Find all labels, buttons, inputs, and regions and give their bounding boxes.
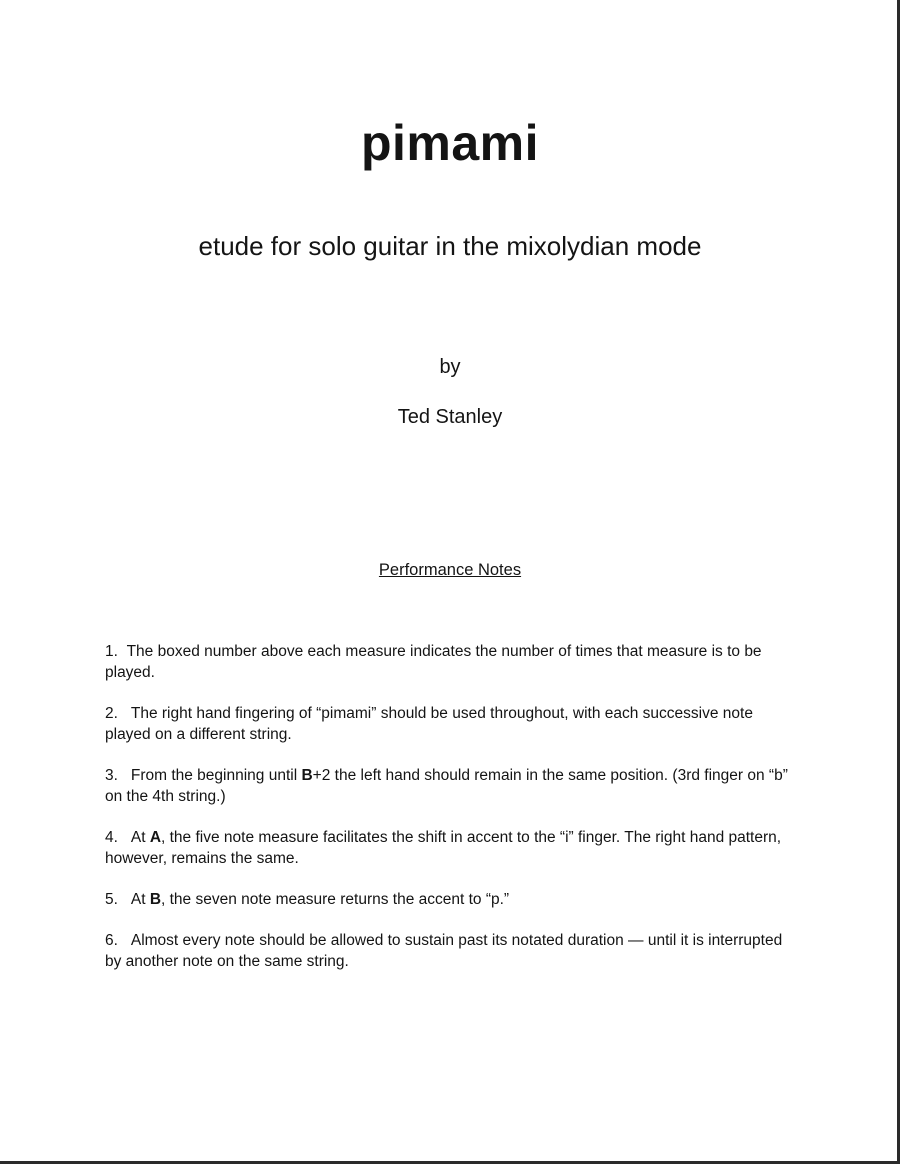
rehearsal-mark: B (301, 767, 313, 784)
composer-name: Ted Stanley (397, 406, 503, 428)
performance-note-5 (105, 889, 800, 910)
performance-note-6 (105, 930, 800, 972)
note-text: Almost every note should be allowed to sustain past its notated duration — until it is interrupted by another note on the same string. (105, 932, 783, 970)
note-text-post: , the seven note measure returns the accent to “p.” (161, 891, 510, 908)
performance-note-3 (105, 765, 800, 807)
performance-notes-heading: Performance Notes (378, 561, 522, 579)
note-text-pre: At (130, 829, 150, 846)
note-text: The right hand fingering of “pimami” should be used throughout, with each successive note played on a different string. (105, 705, 753, 743)
performance-note-4 (105, 827, 800, 869)
note-text-post: , the five note measure facilitates the shift in accent to the “i” finger. The right hand pattern, however, remains the same. (105, 829, 782, 867)
note-text-post: +2 the left hand should remain in the same position. (3rd finger on “b” on the 4th string.) (105, 767, 788, 805)
note-text-pre: From the beginning until (130, 767, 302, 784)
document-title: pimami (360, 115, 540, 171)
note-number: 3. (105, 767, 118, 784)
document-subtitle: etude for solo guitar in the mixolydian mode (198, 231, 702, 261)
note-number: 4. (105, 829, 118, 846)
note-number: 2. (105, 705, 118, 722)
note-number: 1. (105, 643, 118, 660)
note-text-pre: At (130, 891, 150, 908)
note-number: 6. (105, 932, 118, 949)
by-label: by (439, 356, 461, 378)
performance-notes-list (105, 641, 800, 972)
note-number: 5. (105, 891, 118, 908)
performance-note-2 (105, 703, 800, 745)
rehearsal-mark: B (149, 891, 162, 908)
performance-note-1 (105, 641, 800, 683)
rehearsal-mark: A (149, 829, 162, 846)
note-text: The boxed number above each measure indicates the number of times that measure is to be played. (105, 643, 762, 681)
